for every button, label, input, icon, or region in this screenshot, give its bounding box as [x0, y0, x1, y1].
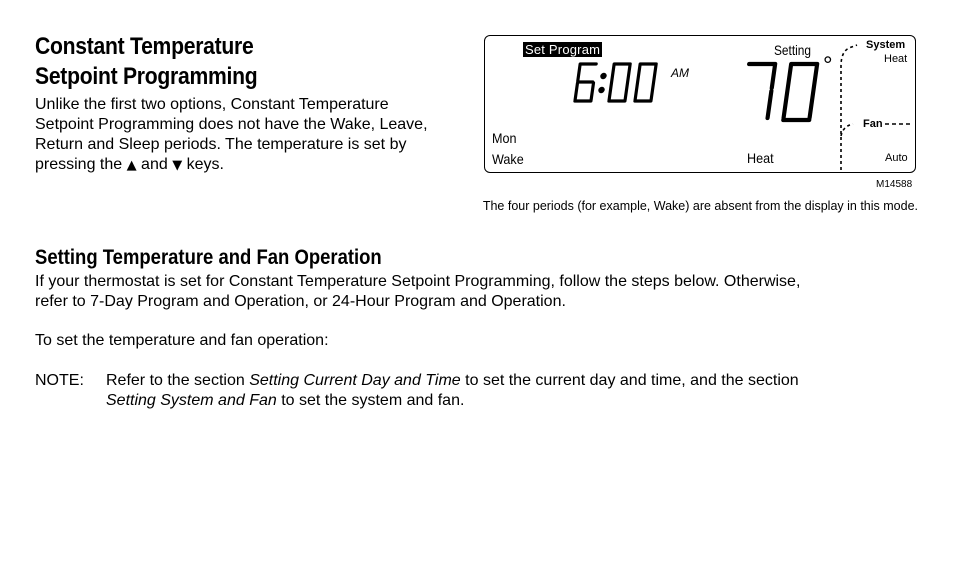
- fan-label: Fan: [863, 118, 883, 130]
- thermostat-display: [484, 35, 916, 173]
- page-title-line2: Setpoint Programming: [35, 63, 258, 90]
- figure-caption: The four periods (for example, Wake) are absent from the display in this mode.: [482, 199, 918, 213]
- instruction-text: To set the temperature and fan operation:: [35, 332, 329, 349]
- page-title-line1: Constant Temperature: [35, 33, 254, 60]
- intro-line: [35, 155, 428, 176]
- intro-paragraph: [35, 95, 428, 176]
- time-digits: [573, 58, 669, 108]
- intro-line: Return and Sleep periods. The temperature is set by: [35, 136, 407, 153]
- intro-text: and: [136, 156, 173, 173]
- section-line: If your thermostat is set for Constant Temperature Setpoint Programming, follow the steps below. Otherwise,: [35, 273, 801, 290]
- down-arrow-icon: ▼: [172, 158, 183, 173]
- note-text: [106, 371, 799, 411]
- note-reference: Setting System and Fan: [106, 392, 277, 409]
- note-line: [106, 391, 799, 411]
- day-label: Mon: [492, 130, 517, 146]
- set-program-badge: Set Program: [525, 42, 601, 57]
- up-arrow-icon: ▲: [126, 158, 137, 173]
- period-label: Wake: [492, 151, 524, 167]
- degree-symbol: °: [823, 52, 833, 79]
- intro-text: pressing the: [35, 156, 127, 173]
- system-label: System: [866, 39, 906, 51]
- note-text-plain: to set the current day and time, and the section: [460, 372, 799, 389]
- setting-label: Setting: [774, 42, 812, 58]
- note-text-plain: Refer to the section: [106, 372, 250, 389]
- system-value: Heat: [884, 53, 908, 65]
- intro-text: keys.: [182, 156, 224, 173]
- section-line: refer to 7-Day Program and Operation, or 24-Hour Program and Operation.: [35, 293, 566, 310]
- intro-line: Unlike the first two options, Constant Temperature: [35, 96, 389, 113]
- figure-id: M14588: [876, 179, 913, 190]
- note-text-plain: to set the system and fan.: [276, 392, 465, 409]
- section-title: Setting Temperature and Fan Operation: [35, 246, 382, 269]
- section-paragraph: [35, 272, 800, 312]
- mode-label: Heat: [747, 150, 774, 166]
- page-title: [35, 32, 257, 92]
- note-label: NOTE:: [35, 372, 84, 389]
- note-reference: Setting Current Day and Time: [249, 372, 461, 389]
- fan-value: Auto: [885, 152, 908, 164]
- note-line: [106, 371, 799, 391]
- am-label: AM: [671, 66, 689, 80]
- intro-line: Setpoint Programming does not have the Wake, Leave,: [35, 116, 428, 133]
